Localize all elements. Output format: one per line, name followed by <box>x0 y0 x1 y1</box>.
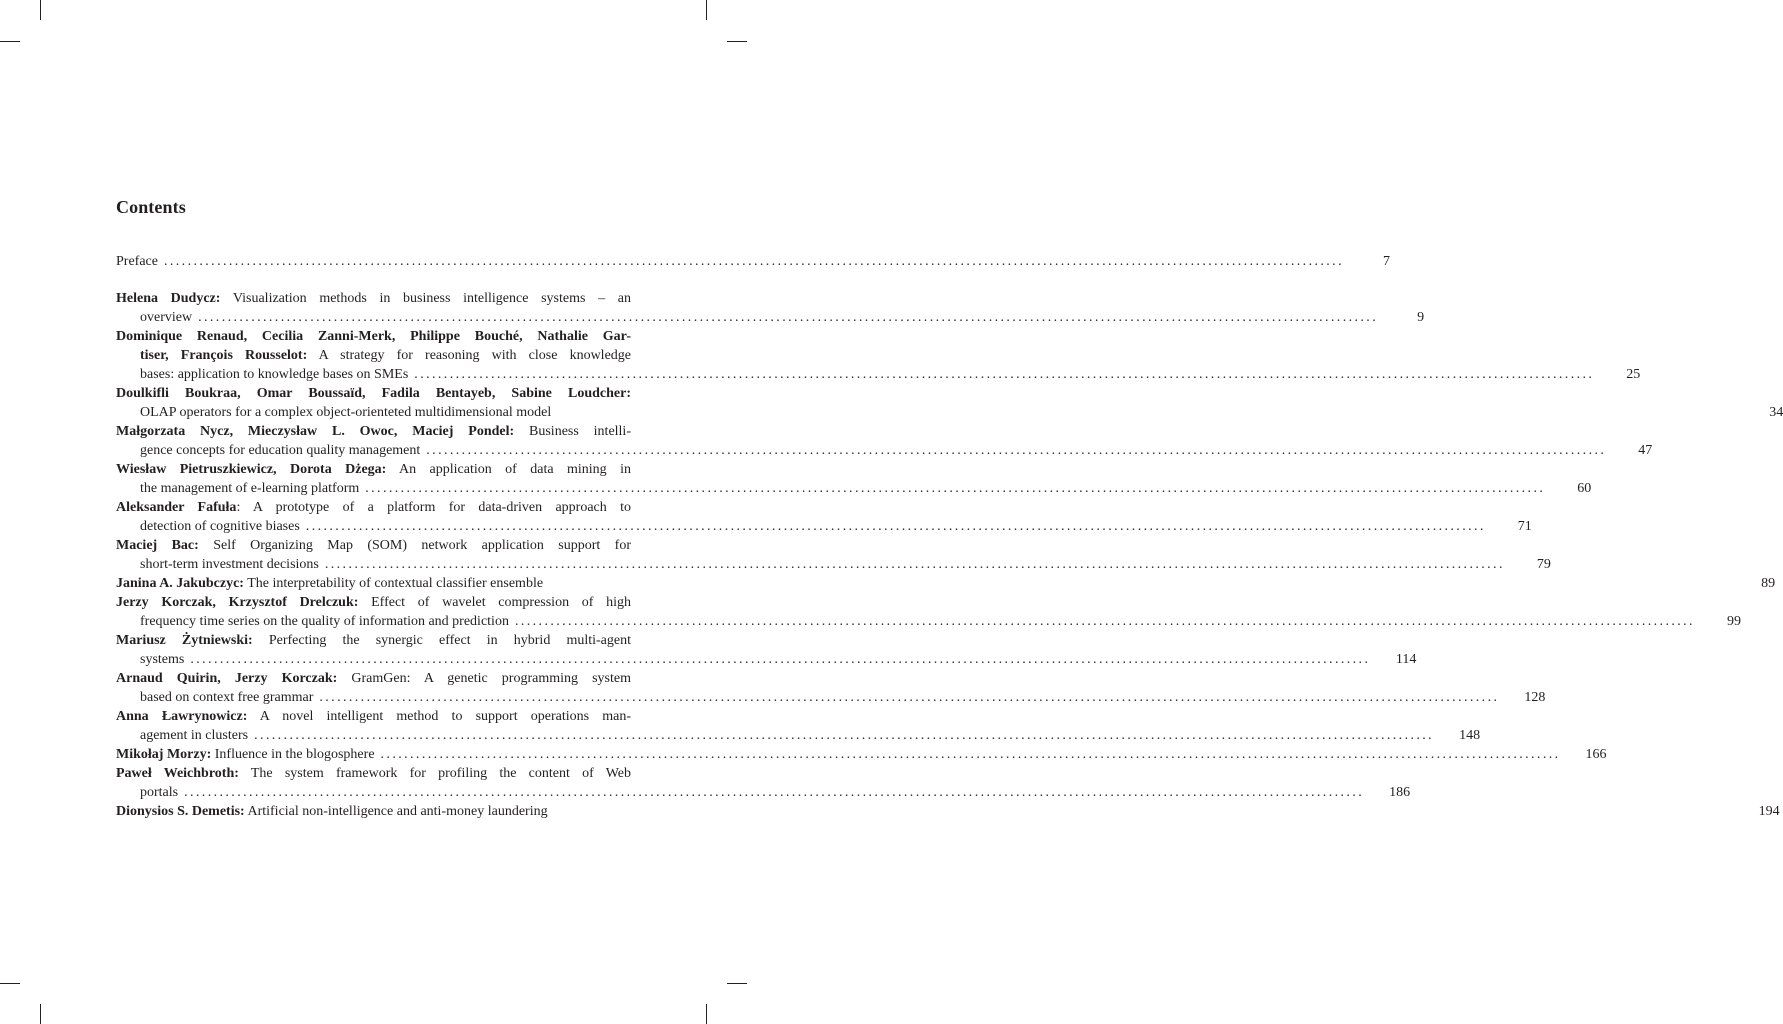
toc-title: A novel intelligent method to support operations man- <box>247 709 631 724</box>
toc-line-text <box>116 669 631 688</box>
page-number[interactable]: 9 <box>1417 310 1425 325</box>
toc-line <box>116 688 1546 707</box>
toc-title: Visualization methods in business intelligence systems – an <box>220 291 631 306</box>
crop-mark <box>727 983 747 984</box>
toc-entry[interactable] <box>116 498 1532 536</box>
toc-line-text <box>116 764 631 783</box>
toc-title: A strategy for reasoning with close knowledge <box>307 348 632 363</box>
dot-leader: ........................................................................................................................................................................................................ <box>514 614 1695 629</box>
toc-entry[interactable] <box>116 252 1390 271</box>
dot-leader: ........................................................................................................................................................................................................ <box>380 747 1561 762</box>
dot-leader: ........................................................................................................................................................................................................ <box>190 652 1371 667</box>
toc-title: Preface <box>116 254 158 269</box>
toc-title: Business intelli- <box>514 424 631 439</box>
toc-title: OLAP operators for a complex object-orienteted multidimensional model <box>140 405 552 420</box>
toc-line-text <box>140 403 551 422</box>
toc-title: agement in clusters <box>140 728 249 743</box>
toc-authors: Maciej Bac: <box>116 538 199 553</box>
toc-line-text <box>140 479 359 498</box>
toc-title: An application of data mining in <box>386 462 631 477</box>
toc-title: Influence in the blogosphere <box>211 747 375 762</box>
toc-line <box>116 327 631 346</box>
crop-mark <box>706 1004 707 1024</box>
crop-mark <box>0 41 20 42</box>
toc-title: Effect of wavelet compression of high <box>358 595 631 610</box>
toc-title: portals <box>140 785 179 800</box>
toc-line-text <box>116 498 631 517</box>
toc-title: : A prototype of a platform for data-driven approach to <box>236 500 631 515</box>
dot-leader: ........................................................................................................................................................................................................ <box>426 443 1607 458</box>
page-number[interactable]: 25 <box>1626 367 1641 382</box>
toc-authors: Doulkifli Boukraa, Omar Boussaïd, Fadila Bentayeb, Sabine Loudcher: <box>116 386 631 401</box>
dot-leader: ........................................................................................................................................................................................................ <box>365 481 1546 496</box>
dot-leader: ........................................................................................................................................................................................................ <box>184 785 1365 800</box>
dot-leader: ........................................................................................................................................................................................................ <box>254 728 1435 743</box>
toc-entry[interactable] <box>116 384 1783 422</box>
page-title: Contents <box>116 197 186 217</box>
toc-authors: Anna Ławrynowicz: <box>116 709 248 724</box>
toc-line <box>116 631 631 650</box>
page-number[interactable]: 60 <box>1577 481 1592 496</box>
toc-authors: tiser, François Rousselot: <box>140 348 308 363</box>
toc-authors: Helena Dudycz: <box>116 291 221 306</box>
toc-line <box>116 384 631 403</box>
toc-authors: Arnaud Quirin, Jerzy Korczak: <box>116 671 338 686</box>
crop-mark <box>40 1004 41 1024</box>
toc-line-text <box>140 365 408 384</box>
toc-title: systems <box>140 652 185 667</box>
toc-title: the management of e-learning platform <box>140 481 360 496</box>
toc-line <box>116 745 1607 764</box>
toc-line <box>116 403 1783 422</box>
toc-line <box>116 536 631 555</box>
dot-leader: ........................................................................................................................................................................................................ <box>319 690 1500 705</box>
toc-authors: Małgorzata Nycz, Mieczysław L. Owoc, Maciej Pondel: <box>116 424 515 439</box>
toc-entry[interactable] <box>116 460 1592 498</box>
toc-line-text <box>140 726 248 745</box>
page-number[interactable]: 148 <box>1459 728 1481 743</box>
toc-line <box>116 555 1551 574</box>
page-number[interactable]: 186 <box>1389 785 1411 800</box>
toc-entry[interactable] <box>116 289 1425 327</box>
toc-title: Perfecting the synergic effect in hybrid multi-agent <box>252 633 631 648</box>
toc-title: bases: application to knowledge bases on SMEs <box>140 367 409 382</box>
page-number[interactable]: 7 <box>1382 254 1390 269</box>
crop-mark <box>0 983 20 984</box>
toc-line-text <box>116 536 631 555</box>
toc-line-text <box>116 593 631 612</box>
toc-entry[interactable] <box>116 536 1551 574</box>
toc-line <box>116 650 1417 669</box>
toc-line <box>116 365 1641 384</box>
dot-leader: ........................................................................................................................................................................................................ <box>198 310 1379 325</box>
toc-title: overview <box>140 310 193 325</box>
toc-entry[interactable] <box>116 707 1481 745</box>
toc-authors: Jerzy Korczak, Krzysztof Drelczuk: <box>116 595 359 610</box>
toc-title: The interpretability of contextual classifier ensemble <box>243 576 544 591</box>
toc-title: based on context free grammar <box>140 690 314 705</box>
toc-line-text <box>140 783 178 802</box>
page-number[interactable]: 34 <box>1769 405 1783 420</box>
toc-authors: Mariusz Żytniewski: <box>116 633 253 648</box>
toc-entry[interactable] <box>116 593 1741 631</box>
toc-line-text <box>140 308 192 327</box>
toc-line <box>116 593 631 612</box>
toc-line <box>116 422 631 441</box>
page-number[interactable]: 166 <box>1585 747 1607 762</box>
toc-authors: Dionysios S. Demetis: <box>116 804 245 819</box>
toc-entry[interactable] <box>116 802 1780 821</box>
table-of-contents <box>116 252 1783 821</box>
toc-line-text <box>116 631 631 650</box>
toc-line-text <box>116 574 543 593</box>
toc-entry[interactable] <box>116 327 1641 384</box>
page-number[interactable]: 47 <box>1638 443 1653 458</box>
toc-title: GramGen: A genetic programming system <box>337 671 631 686</box>
toc-entry[interactable] <box>116 574 1776 593</box>
toc-line-text <box>140 555 319 574</box>
toc-line <box>116 441 1653 460</box>
page-number[interactable]: 114 <box>1395 652 1417 667</box>
toc-title: gence concepts for education quality management <box>140 443 421 458</box>
toc-title: detection of cognitive biases <box>140 519 300 534</box>
page-number[interactable]: 128 <box>1524 690 1546 705</box>
toc-line-text <box>116 707 631 726</box>
toc-line-text <box>116 745 375 764</box>
toc-line <box>116 517 1532 536</box>
toc-line <box>116 726 1481 745</box>
toc-line <box>116 574 1776 593</box>
toc-authors: Paweł Weichbroth: <box>116 766 239 781</box>
toc-entry[interactable] <box>116 745 1607 764</box>
dot-leader: ........................................................................................................................................................................................................ <box>163 254 1344 269</box>
toc-authors: Janina A. Jakubczyc: <box>116 576 244 591</box>
toc-line <box>116 783 1411 802</box>
toc-entry[interactable] <box>116 669 1546 707</box>
toc-line <box>116 308 1425 327</box>
toc-line <box>116 479 1592 498</box>
toc-line <box>116 498 631 517</box>
toc-line-text <box>116 327 631 346</box>
toc-line-text <box>116 252 158 271</box>
toc-title: frequency time series on the quality of information and prediction <box>140 614 509 629</box>
dot-leader: ........................................................................................................................................................................................................ <box>324 557 1505 572</box>
toc-line <box>116 289 631 308</box>
toc-line-text <box>116 384 631 403</box>
toc-line-text <box>140 441 420 460</box>
toc-entry[interactable] <box>116 422 1653 460</box>
toc-authors: Wiesław Pietruszkiewicz, Dorota Dżega: <box>116 462 387 477</box>
toc-title: The system framework for profiling the content of Web <box>238 766 631 781</box>
page-number[interactable]: 99 <box>1726 614 1741 629</box>
page-number[interactable]: 71 <box>1517 519 1532 534</box>
toc-line <box>116 252 1390 271</box>
toc-line <box>116 669 631 688</box>
toc-title: short-term investment decisions <box>140 557 319 572</box>
toc-line <box>116 707 631 726</box>
dot-leader: ........................................................................................................................................................................................................ <box>414 367 1595 382</box>
toc-line-text <box>140 688 313 707</box>
page-number[interactable]: 194 <box>1758 804 1780 819</box>
toc-line <box>116 460 631 479</box>
toc-line-text <box>116 422 631 441</box>
toc-line <box>116 802 1780 821</box>
toc-line <box>116 612 1741 631</box>
toc-authors: Mikołaj Morzy: <box>116 747 212 762</box>
toc-line <box>116 764 631 783</box>
dot-leader: ........................................................................................................................................................................................................ <box>305 519 1486 534</box>
toc-line-text <box>140 650 184 669</box>
page-number[interactable]: 79 <box>1536 557 1551 572</box>
toc-authors: Dominique Renaud, Cecilia Zanni-Merk, Philippe Bouché, Nathalie Gar- <box>116 329 631 344</box>
toc-entry[interactable] <box>116 764 1411 802</box>
toc-title: Self Organizing Map (SOM) network application support for <box>198 538 631 553</box>
toc-line <box>116 346 631 365</box>
page-number[interactable]: 89 <box>1761 576 1776 591</box>
crop-mark <box>40 0 41 20</box>
toc-line-text <box>116 289 631 308</box>
toc-title: Artificial non-intelligence and anti-money laundering <box>244 804 548 819</box>
toc-line-text <box>116 802 548 821</box>
crop-mark <box>706 0 707 20</box>
toc-line-text <box>140 612 509 631</box>
toc-line-text <box>116 460 631 479</box>
toc-authors: Aleksander Fafuła <box>116 500 237 515</box>
crop-mark <box>727 41 747 42</box>
toc-entry[interactable] <box>116 631 1417 669</box>
toc-line-text <box>140 346 631 365</box>
toc-line-text <box>140 517 300 536</box>
